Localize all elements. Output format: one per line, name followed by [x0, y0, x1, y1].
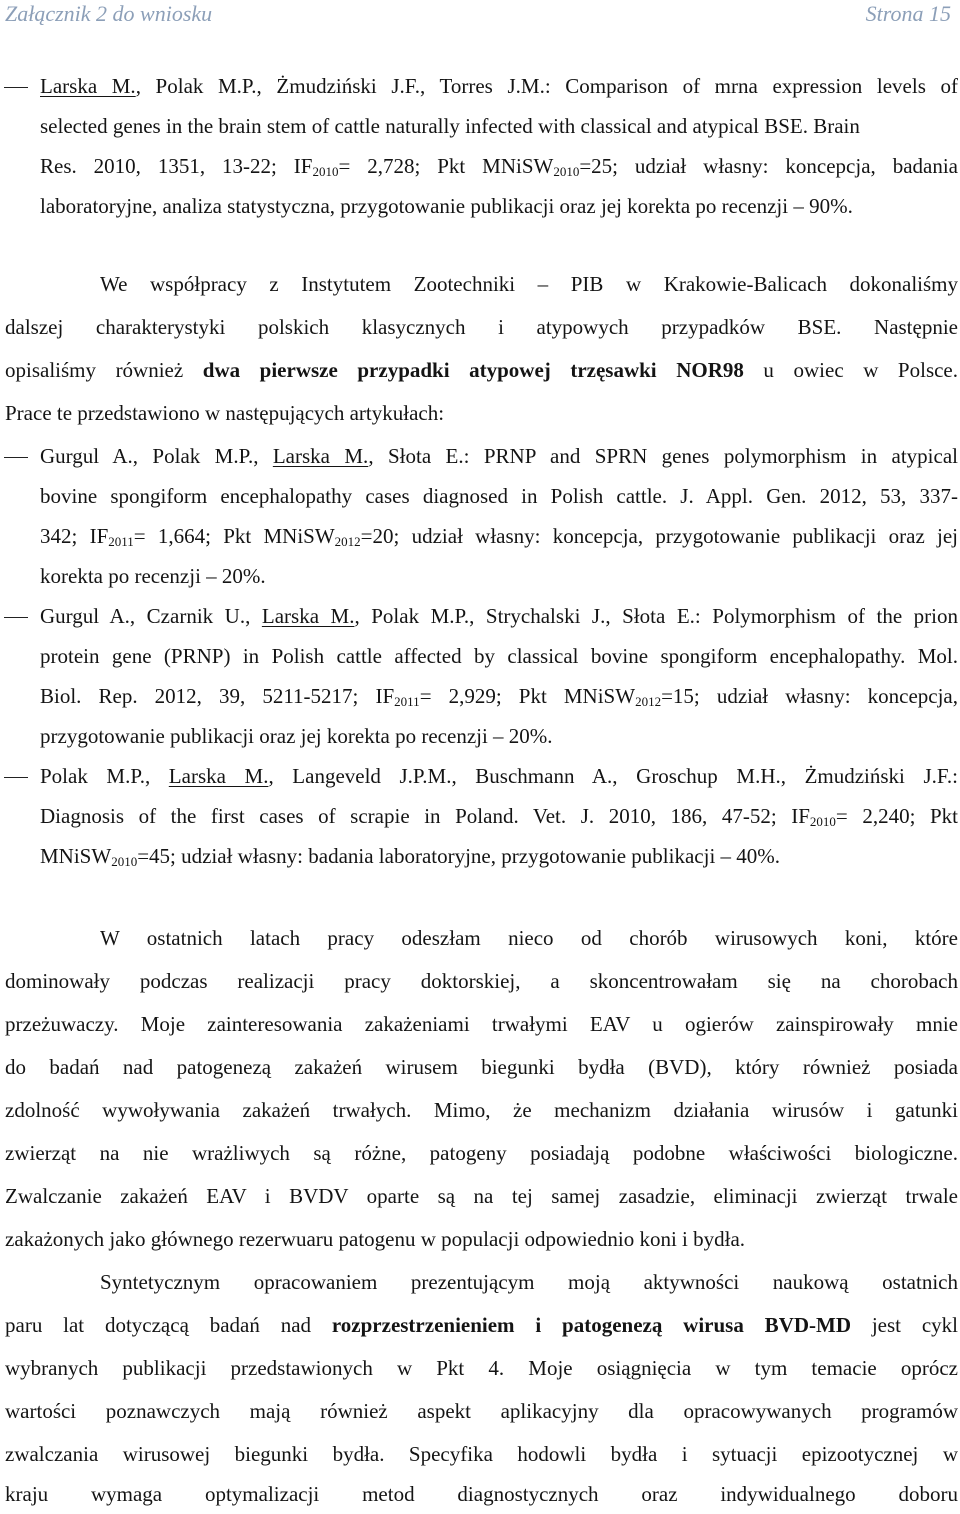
text-span: = 2,240; Pkt [835, 804, 958, 828]
list-dash [4, 777, 28, 778]
bold-text: rozprzestrzenieniem i patogenezą wirusa BVD-MD [331, 1313, 852, 1337]
text-span: Gurgul A., Czarnik U., [40, 604, 262, 628]
text-line: zwierząt na nie wrażliwych są różne, patogeny posiadają podobne właściwości biologiczne. [5, 1141, 958, 1165]
text-span: opisaliśmy również [5, 358, 203, 382]
list-dash [4, 617, 28, 618]
list-dash [4, 87, 28, 88]
text-line [5, 1305, 958, 1345]
subscript: 2012 [334, 534, 361, 549]
text-line: bovine spongiform encephalopathy cases diagnosed in Polish cattle. J. Appl. Gen. 2012, 53, 337- [40, 484, 958, 508]
text-line: do badań nad patogenezą zakażeń wirusem biegunki bydła (BVD), który również posiada [5, 1055, 958, 1079]
text-line: wybranych publikacji przedstawionych w Pkt 4. Moje osiągnięcia w tym temacie oprócz [5, 1356, 958, 1380]
text-line: Zwalczanie zakażeń EAV i BVDV oparte są na tej samej zasadzie, eliminacji zwierząt trwale [5, 1184, 958, 1208]
text-line [5, 350, 958, 390]
text-line [40, 836, 958, 876]
title-text: : Comparison of mrna expression levels of [544, 74, 958, 98]
text-line [40, 516, 958, 556]
text-line [40, 796, 958, 836]
text-span: Diagnosis of the first cases of scrapie in Poland. Vet. J. 2010, 186, 47-52; IF [40, 804, 810, 828]
text-span: Gurgul A., Polak M.P., [40, 444, 273, 468]
text-line [40, 436, 958, 476]
text-span: u owiec w Polsce. [743, 358, 958, 382]
author-underlined: Larska M. [272, 444, 369, 468]
subscript: 2011 [108, 534, 134, 549]
text-line: zdolność wywoływania zakażeń trwałych. Mimo, że mechanizm działania wirusów i gatunki [5, 1098, 958, 1122]
text-line: wartości poznawczych mają również aspekt aplikacyjny dla opracowywanych programów [5, 1399, 958, 1423]
text-span: = 2,929; Pkt MNiSW [419, 684, 636, 708]
authors: , Polak M.P., Żmudziński J.F., Torres J.M. [135, 74, 545, 98]
subscript: 2010 [111, 854, 138, 869]
text-line [40, 66, 958, 106]
text-line: przygotowanie publikacji oraz jej korekta po recenzji – 20%. [40, 724, 553, 748]
text-line [40, 146, 958, 186]
text-line: korekta po recenzji – 20%. [40, 564, 266, 588]
subscript: 2010 [553, 164, 580, 179]
text-span: jest cykl [851, 1313, 958, 1337]
text-line [40, 596, 958, 636]
text-line: dalszej charakterystyki polskich klasycznych i atypowych przypadków BSE. Następnie [5, 315, 958, 339]
text-span: =15; udział własny: koncepcja, [661, 684, 958, 708]
text-span: , Słota E.: PRNP and SPRN genes polymorphism in atypical [368, 444, 958, 468]
text-span: , Polak M.P., Strychalski J., Słota E.: Polymorphism of the prion [354, 604, 958, 628]
text-span: Biol. Rep. 2012, 39, 5211-5217; IF [40, 684, 395, 708]
list-dash [4, 457, 28, 458]
header-title: Załącznik 2 do wniosku [5, 1, 213, 26]
text-line: przeżuwaczy. Moje zainteresowania zakażeniami trwałymi EAV u ogierów zainspirowały mnie [5, 1012, 958, 1036]
text-line [40, 756, 958, 796]
text-span: =45; udział własny: badania laboratoryjne, przygotowanie publikacji – 40%. [137, 844, 781, 868]
text-line: laboratoryjne, analiza statystyczna, przygotowanie publikacji oraz jej korekta po recenzji – 90%. [40, 194, 853, 218]
text-line: protein gene (PRNP) in Polish cattle affected by classical bovine spongiform encephalopathy. Mol. [40, 644, 958, 668]
text-line: Prace te przedstawiono w następujących artykułach: [5, 401, 445, 425]
text-line [40, 676, 958, 716]
text-span: Polak M.P., [40, 764, 169, 788]
text-span: paru lat dotyczącą badań nad [5, 1313, 332, 1337]
text-line: kraju wymaga optymalizacji metod diagnostycznych oraz indywidualnego doboru [5, 1482, 958, 1506]
text-line: W ostatnich latach pracy odeszłam nieco od chorób wirusowych koni, które [100, 926, 958, 950]
author-underlined: Larska M. [40, 74, 136, 98]
subscript: 2011 [394, 694, 420, 709]
text-line: selected genes in the brain stem of cattle naturally infected with classical and atypical BSE. Brain [40, 114, 860, 138]
author-underlined: Larska M. [168, 764, 269, 788]
text-span: 342; IF [40, 524, 109, 548]
subscript: 2010 [809, 814, 836, 829]
text-line: dominowały podczas realizacji pracy doktorskiej, a skoncentrowałam się na chorobach [5, 969, 958, 993]
text-span: MNiSW [40, 844, 112, 868]
text-line: zwalczania wirusowej biegunki bydła. Specyfika hodowli bydła i sytuacji epizootycznej w [5, 1442, 958, 1466]
subscript: 2010 [312, 164, 339, 179]
text-span: =25; udział własny: koncepcja, badania [579, 154, 958, 178]
text-line: We współpracy z Instytutem Zootechniki – PIB w Krakowie-Balicach dokonaliśmy [100, 272, 958, 296]
text-span: = 2,728; Pkt MNiSW [338, 154, 554, 178]
subscript: 2012 [635, 694, 662, 709]
text-line: zakażonych jako głównego rezerwuaru patogenu w populacji odpowiednio koni i bydła. [5, 1227, 746, 1251]
text-span: , Langeveld J.P.M., Buschmann A., Groschup M.H., Żmudziński J.F.: [268, 764, 958, 788]
text-span: Res. 2010, 1351, 13-22; IF [40, 154, 313, 178]
text-span: =20; udział własny: koncepcja, przygotowanie publikacji oraz jej [360, 524, 958, 548]
bold-text: dwa pierwsze przypadki atypowej trzęsawki NOR98 [202, 358, 744, 382]
header-page-number: Strona 15 [865, 1, 951, 26]
author-underlined: Larska M. [261, 604, 355, 628]
text-span: = 1,664; Pkt MNiSW [133, 524, 335, 548]
text-line: Syntetycznym opracowaniem prezentującym moją aktywności naukową ostatnich [100, 1270, 958, 1294]
